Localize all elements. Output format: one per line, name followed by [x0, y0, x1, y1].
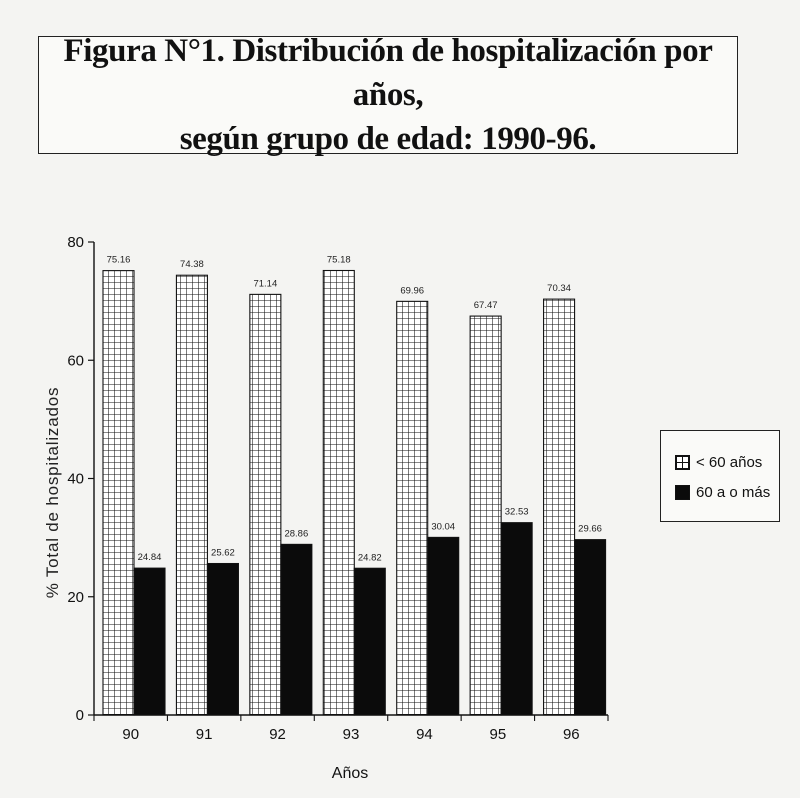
y-tick-label: 40 [67, 470, 84, 488]
legend-swatch-grid [675, 455, 690, 470]
x-tick-label: 96 [562, 726, 580, 743]
y-tick-label: 80 [67, 234, 84, 251]
x-tick-label: 92 [269, 726, 286, 743]
data-label: 75.18 [326, 254, 351, 266]
x-tick-label: 94 [416, 726, 433, 743]
bar-60-plus [501, 523, 532, 715]
bar-60-plus [134, 568, 165, 715]
x-tick-label: 93 [342, 726, 360, 743]
data-label: 28.86 [284, 528, 309, 540]
data-label: 74.38 [180, 259, 204, 271]
chart-title-line-1: Figura N°1. Distribución de hospitalización por años, [63, 33, 713, 113]
bar-60-plus [575, 540, 606, 715]
bar-under-60 [470, 316, 501, 715]
y-tick-label: 0 [75, 707, 84, 724]
data-label: 24.82 [357, 552, 382, 564]
legend-item-60-plus [675, 477, 779, 507]
data-label: 32.53 [504, 506, 529, 518]
legend-swatch-solid [675, 485, 690, 500]
bar-under-60 [103, 271, 134, 715]
data-label: 75.16 [106, 254, 131, 266]
bar-under-60 [544, 299, 575, 715]
bar-under-60 [176, 275, 207, 715]
legend [660, 430, 780, 522]
bar-60-plus [354, 568, 385, 715]
x-axis-label: Años [331, 765, 369, 782]
legend-label-60-plus: 60 a o más [696, 483, 771, 501]
bar-60-plus [281, 544, 312, 715]
data-label: 70.34 [547, 283, 571, 295]
bar-60-plus [207, 564, 238, 715]
x-tick-label: 91 [195, 726, 213, 743]
data-label: 71.14 [253, 278, 278, 290]
bar-under-60 [250, 294, 281, 715]
y-axis-label: % Total de hospitalizados [43, 386, 62, 599]
data-label: 24.84 [137, 552, 162, 564]
bar-under-60 [397, 301, 428, 715]
legend-item-under-60 [675, 447, 779, 477]
bar-under-60 [323, 270, 354, 715]
data-label: 29.66 [578, 523, 602, 535]
bar-60-plus [428, 537, 459, 715]
x-tick-label: 90 [122, 726, 140, 743]
data-label: 67.47 [473, 300, 498, 312]
y-tick-label: 60 [67, 352, 84, 370]
chart-title-line-2: según grupo de edad: 1990-96. [179, 121, 597, 157]
y-tick-label: 20 [67, 588, 84, 606]
x-tick-label: 95 [489, 726, 507, 743]
data-label: 69.96 [400, 285, 425, 297]
data-label: 30.04 [431, 521, 456, 533]
data-label: 25.62 [211, 547, 235, 559]
legend-label-under-60: < 60 años [696, 453, 763, 471]
